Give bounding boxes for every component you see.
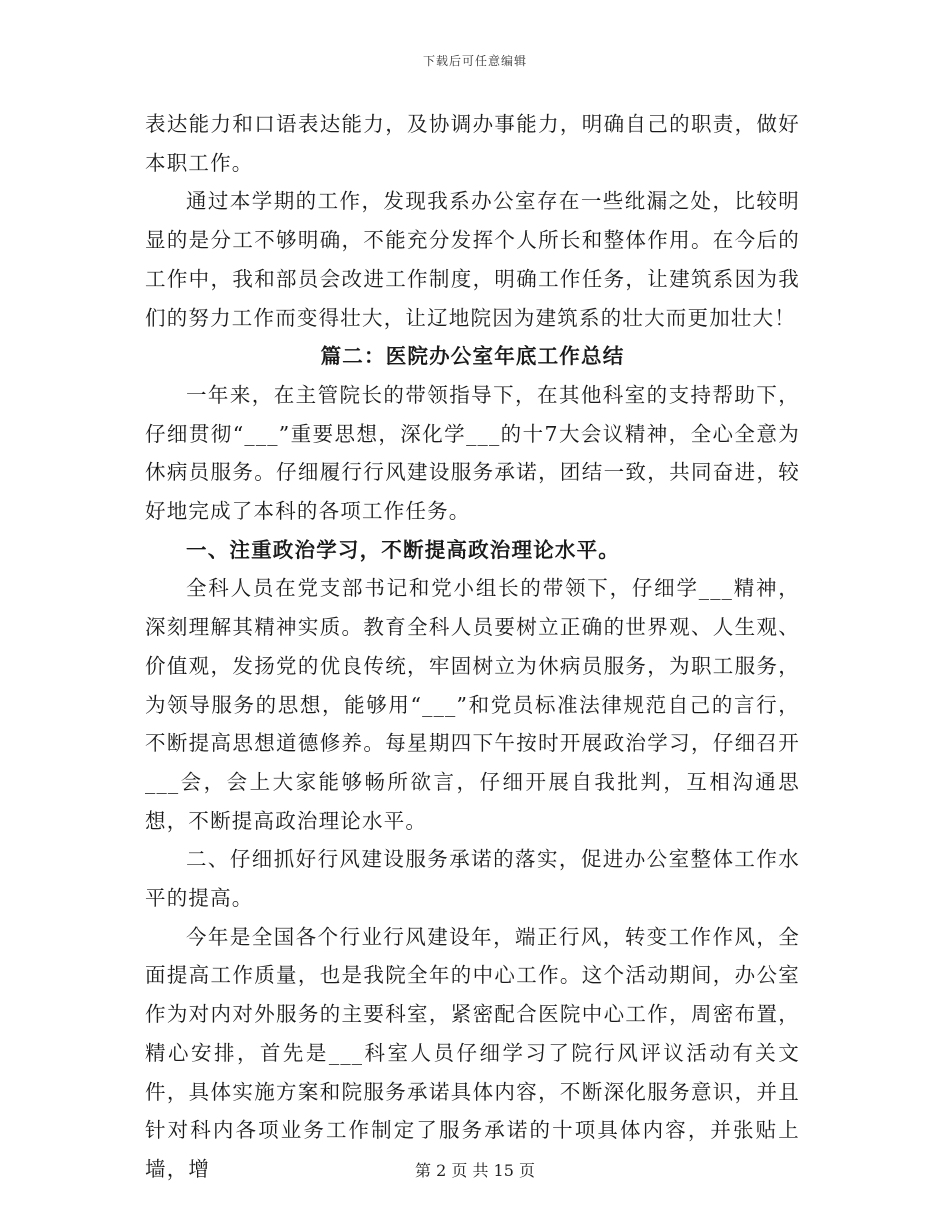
paragraph-service-commitment: 今年是全国各个行业行风建设年，端正行风，转变工作作风，全面提高工作质量，也是我院全年的中心工作。这个活动期间，办公室作为对内对外服务的主要科室，紧密配合医院中心工作，周密布置，精心安排，首先是___科室人员仔细学习了院行风评议活动有关文件，具体实施方案和院服务承诺具体内容，不断深化服务意识，并且针对科内各项业务工作制定了服务承诺的十项具体内容，并张贴上墙，增: [145, 924, 800, 1181]
page-number: 第 2 页 共 15 页: [415, 1161, 535, 1180]
section-title: 篇二：医院办公室年底工作总结: [320, 344, 625, 369]
paragraph-continuation: 表达能力和口语表达能力，及协调办事能力，明确自己的职责，做好本职工作。: [145, 112, 800, 175]
subheading-service-commitment: 二、仔细抓好行风建设服务承诺的落实，促进办公室整体工作水平的提高。: [145, 847, 800, 911]
section-intro: 一年来，在主管院长的带领指导下，在其他科室的支持帮助下，仔细贯彻“___”重要思想，深化学___的十7大会议精神，全心全意为休病员服务。仔细履行行风建设服务承诺，团结一致，共同奋进，较好地完成了本科的各项工作任务。: [145, 382, 800, 524]
page-header-note: 下载后可任意编辑: [422, 54, 527, 68]
paragraph-summary: 通过本学期的工作，发现我系办公室存在一些纰漏之处，比较明显的是分工不够明确，不能充分发挥个人所长和整体作用。在今后的工作中，我和部员会改进工作制度，明确工作任务，让建筑系因为我们的努力工作而变得壮大，让辽地院因为建筑系的壮大而更加壮大！: [145, 189, 800, 330]
subheading-political-study: 一、注重政治学习，不断提高政治理论水平。: [186, 537, 620, 562]
paragraph-political-study: 全科人员在党支部书记和党小组长的带领下，仔细学___精神，深刻理解其精神实质。教育全科人员要树立正确的世界观、人生观、价值观，发扬党的优良传统，牢固树立为休病员服务，为职工服务，为领导服务的思想，能够用“___”和党员标准法律规范自己的言行，不断提高思想道德修养。每星期四下午按时开展政治学习，仔细召开___会，会上大家能够畅所欲言，仔细开展自我批判，互相沟通思想，不断提高政治理论水平。: [145, 576, 800, 833]
document-body: [145, 105, 800, 1189]
